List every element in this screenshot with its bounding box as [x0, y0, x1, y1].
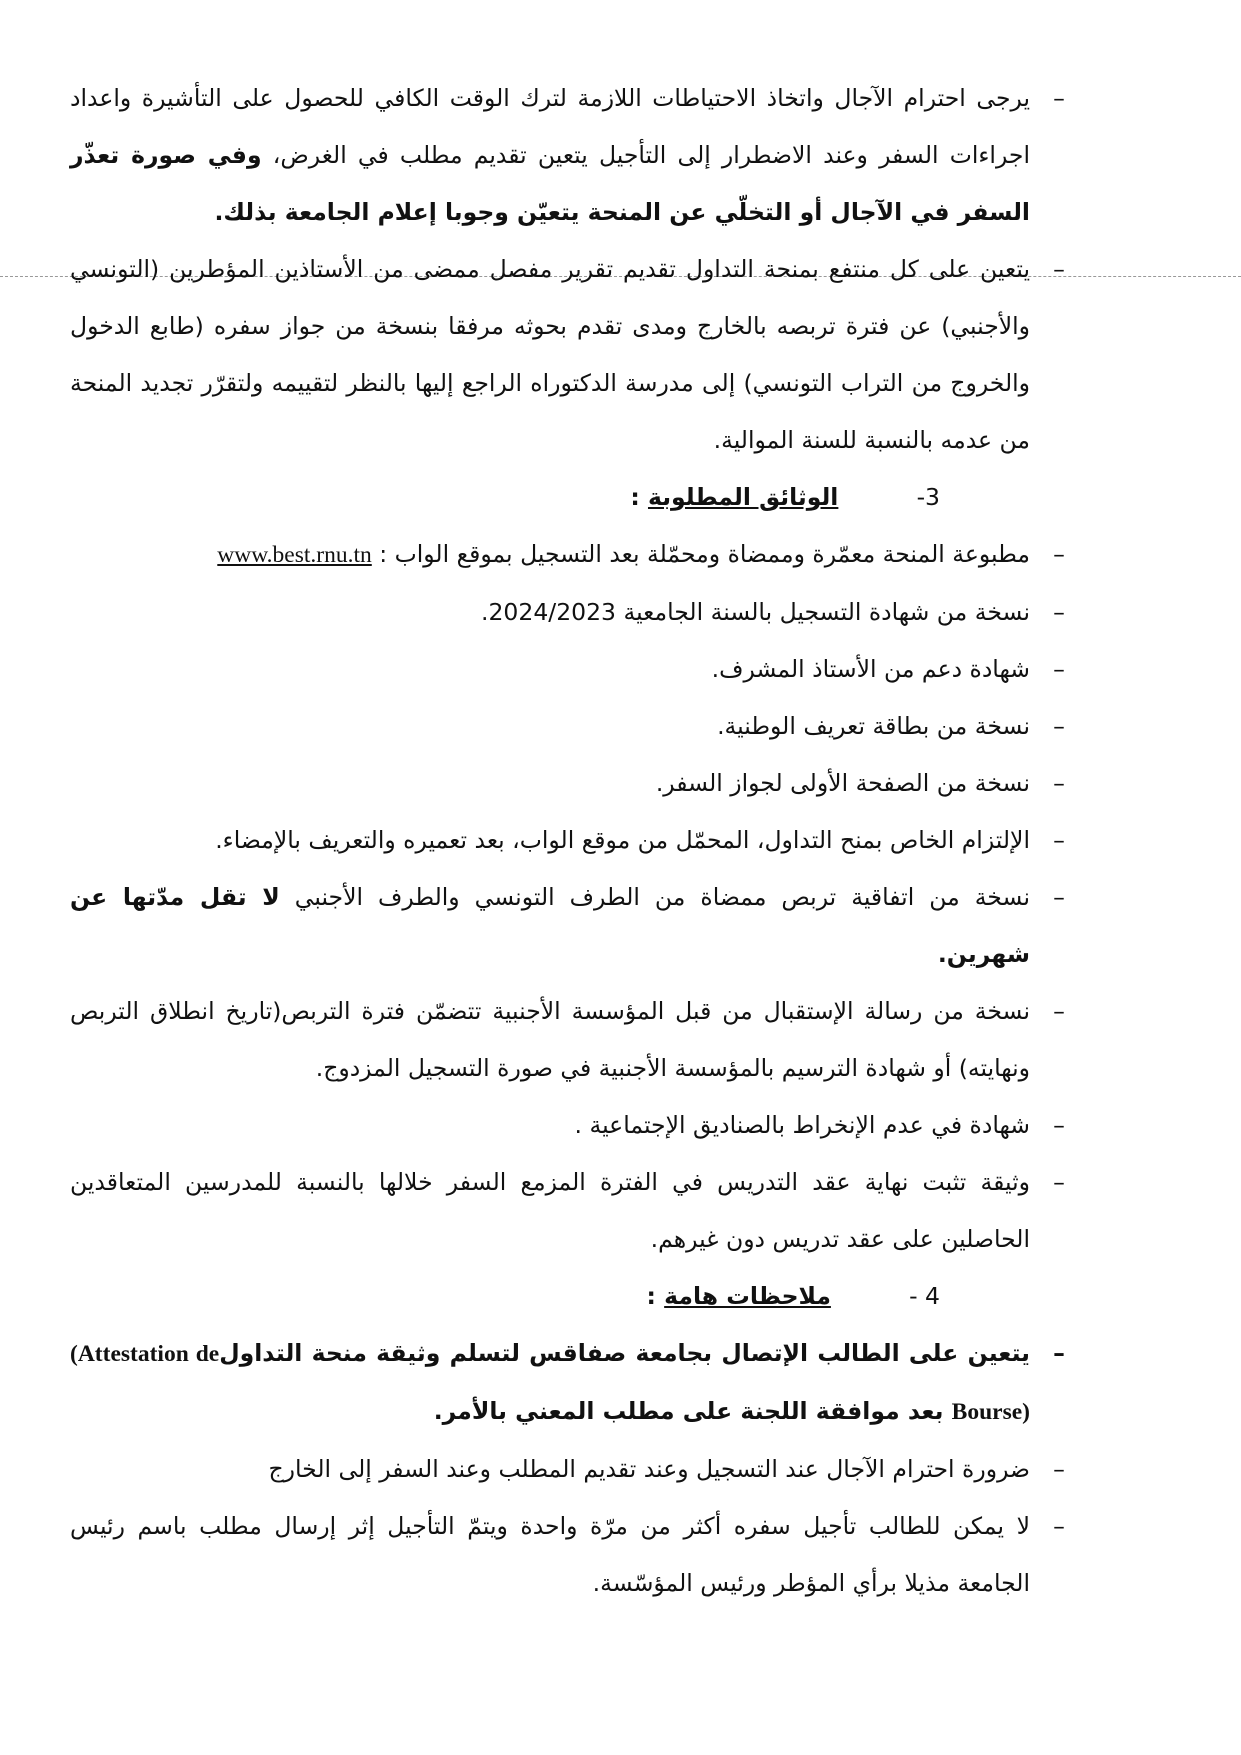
section-3-number: 3-	[916, 483, 940, 511]
bullet: –	[1053, 1455, 1065, 1483]
required-doc-item	[70, 1154, 1070, 1268]
required-doc-text: نسخة من رسالة الإستقبال من قبل المؤسسة الأجنبية تتضمّن فترة التربص(تاريخ انطلاق التربص ونهايته) أو شهادة الترسيم بالمؤسسة الأجنبية في صورة التسجيل المزدوج.	[70, 997, 1030, 1082]
bullet: –	[1053, 712, 1065, 740]
required-doc-text: نسخة من بطاقة تعريف الوطنية.	[717, 712, 1030, 740]
required-doc-bold: لا تقل مدّتها عن شهرين.	[70, 883, 1030, 968]
note-text-after: بعد موافقة اللجنة على مطلب المعني بالأمر.	[433, 1397, 952, 1425]
paragraph-deadlines-text: يرجى احترام الآجال واتخاذ الاحتياطات اللازمة لترك الوقت الكافي للحصول على التأشيرة واعداد اجراءات السفر وعند الاضطرار إلى التأجيل يتعين تقديم مطلب في الغرض،	[70, 84, 1030, 169]
website-link[interactable]: www.best.rnu.tn	[217, 542, 372, 568]
required-doc-text: وثيقة تثبت نهاية عقد التدريس في الفترة المزمع السفر خلالها بالنسبة للمدرسين المتعاقدين الحاصلين على عقد تدريس دون غيرهم.	[70, 1168, 1030, 1253]
required-doc-item	[70, 584, 1070, 641]
bullet: –	[1053, 540, 1065, 568]
required-doc-item	[70, 641, 1070, 698]
note-text: ضرورة احترام الآجال عند التسجيل وعند تقديم المطلب وعند السفر إلى الخارج	[268, 1455, 1030, 1483]
bullet: –	[1053, 997, 1065, 1025]
bullet: –	[1053, 826, 1065, 854]
bullet: –	[1053, 769, 1065, 797]
section-4-title: ملاحظات هامة	[664, 1282, 831, 1310]
paragraph-deadlines-bold: وفي صورة تعذّر السفر في الآجال أو التخلّي عن المنحة يتعيّن وجوبا إعلام الجامعة بذلك.	[70, 141, 1030, 226]
required-doc-text: شهادة في عدم الإنخراط بالصناديق الإجتماعية .	[574, 1111, 1030, 1139]
required-doc-item	[70, 526, 1070, 584]
bullet: –	[1053, 1168, 1065, 1196]
required-doc-item	[70, 1097, 1070, 1154]
paragraph-report-text: يتعين على كل منتفع بمنحة التداول تقديم تقرير مفصل ممضى من الأستاذين المؤطرين (التونسي والأجنبي) عن فترة تربصه بالخارج ومدى تقدم بحوثه مرفقا بنسخة من جواز سفره (طابع الدخول والخروج من التراب التونسي) إلى مدرسة الدكتوراه الراجع إليها بالنظر لتقييمه ولتقرّر تجديد المنحة من عدمه بالنسبة للسنة الموالية.	[70, 255, 1030, 454]
section-3-title: الوثائق المطلوبة	[647, 483, 839, 511]
note-text: لا يمكن للطالب تأجيل سفره أكثر من مرّة واحدة ويتمّ التأجيل إثر إرسال مطلب باسم رئيس الجامعة مذيلا برأي المؤطر ورئيس المؤسّسة.	[70, 1512, 1030, 1597]
section-4-colon: :	[646, 1282, 665, 1310]
bullet: –	[1053, 598, 1065, 626]
paragraph-report	[70, 241, 1070, 469]
bullet: –	[1053, 1339, 1065, 1367]
note-item	[70, 1441, 1070, 1498]
section-3-colon: :	[630, 483, 648, 511]
required-doc-item	[70, 983, 1070, 1097]
bullet: –	[1053, 84, 1065, 112]
bullet: –	[1053, 655, 1065, 683]
required-doc-text: شهادة دعم من الأستاذ المشرف.	[711, 655, 1030, 683]
required-doc-item	[70, 869, 1070, 983]
note-text: يتعين على الطالب الإتصال بجامعة صفاقس لتسلم وثيقة منحة التداول	[219, 1339, 1030, 1367]
section-4-heading	[70, 1268, 1070, 1325]
required-doc-item	[70, 698, 1070, 755]
document-body	[70, 70, 1070, 1612]
required-doc-text: نسخة من شهادة التسجيل بالسنة الجامعية 2024/2023.	[481, 598, 1030, 626]
note-ltr-text: (Attestation de Bourse)	[70, 1341, 1030, 1425]
required-doc-item	[70, 812, 1070, 869]
required-doc-text: مطبوعة المنحة معمّرة وممضاة ومحمّلة بعد التسجيل بموقع الواب :	[371, 540, 1030, 568]
note-item	[70, 1498, 1070, 1612]
bullet: –	[1053, 1512, 1065, 1540]
section-3-heading	[70, 469, 1070, 526]
bullet: –	[1053, 255, 1065, 283]
bullet: –	[1053, 883, 1065, 911]
bullet: –	[1053, 1111, 1065, 1139]
paragraph-deadlines	[70, 70, 1070, 241]
required-doc-text: نسخة من الصفحة الأولى لجواز السفر.	[655, 769, 1030, 797]
required-doc-text: الإلتزام الخاص بمنح التداول، المحمّل من موقع الواب، بعد تعميره والتعريف بالإمضاء.	[215, 826, 1030, 854]
note-item	[70, 1325, 1070, 1441]
required-doc-text: نسخة من اتفاقية تربص ممضاة من الطرف التونسي والطرف الأجنبي	[279, 883, 1030, 911]
required-doc-item	[70, 755, 1070, 812]
section-4-number: 4 -	[909, 1282, 940, 1310]
